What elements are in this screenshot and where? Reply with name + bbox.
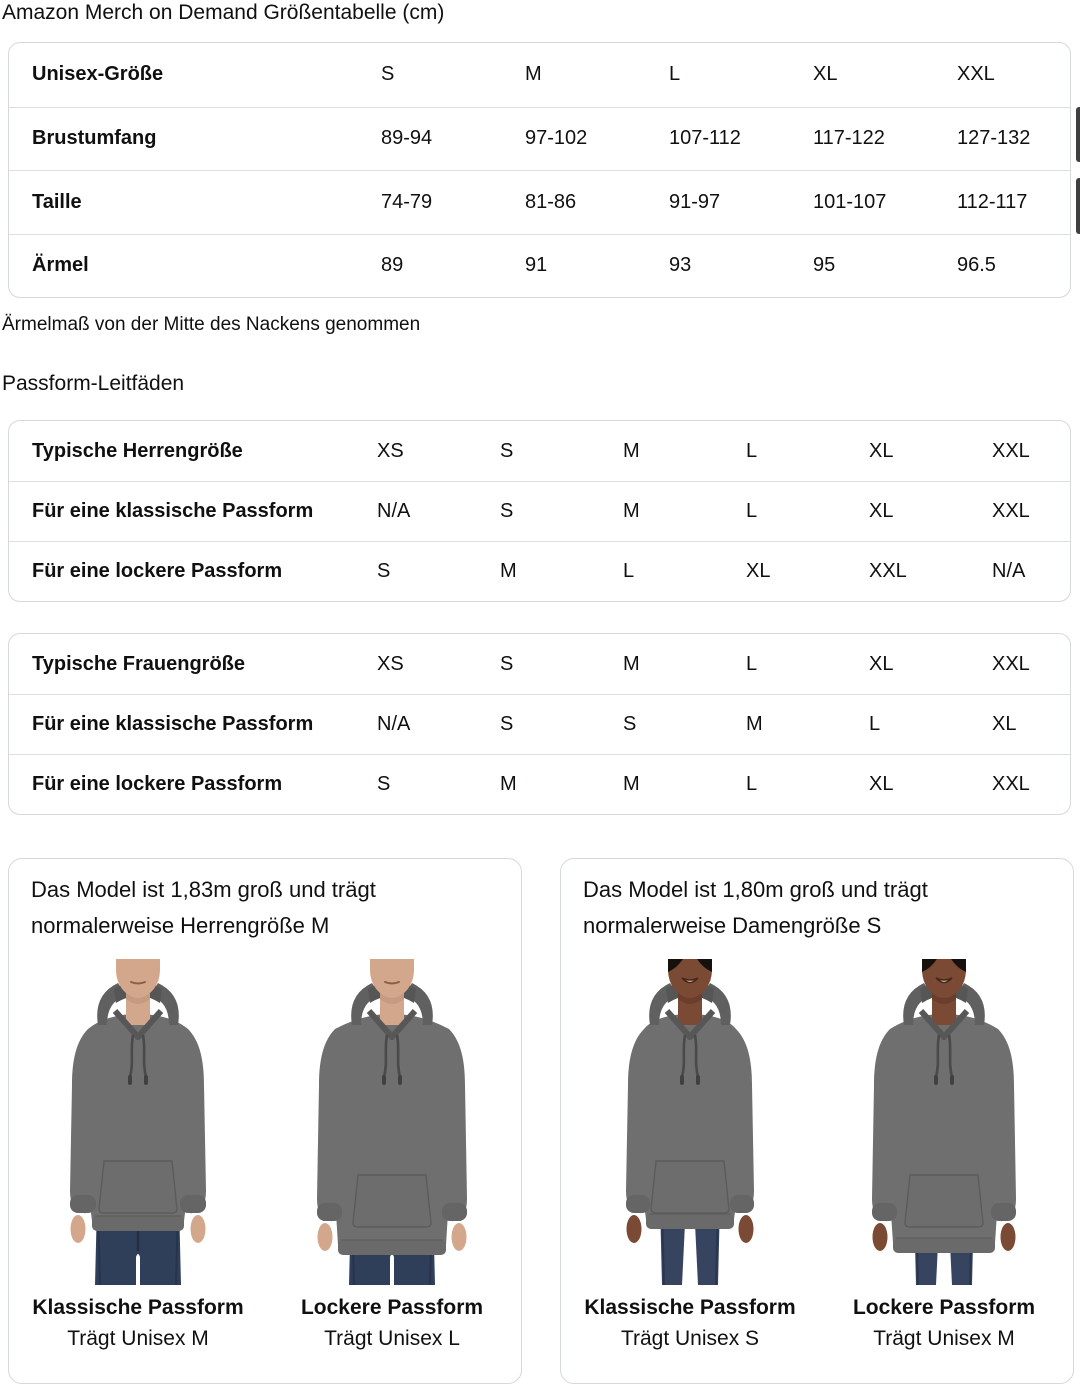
model-photo <box>289 959 495 1285</box>
size-cell: S <box>500 439 514 462</box>
model-description: Das Model ist 1,83m groß und trägt normalerweise Herrengröße M <box>31 877 376 938</box>
row-label: Typische Herrengröße <box>32 439 243 462</box>
size-cell: N/A <box>377 713 411 735</box>
unisex-size-table <box>8 42 1071 298</box>
size-cell: M <box>500 773 517 795</box>
model-figure <box>281 959 503 1351</box>
measurement-cell: 112-117 <box>957 190 1028 213</box>
fit-caption: Lockere Passform <box>300 1296 484 1319</box>
fit-caption: Klassische Passform <box>32 1296 244 1319</box>
size-cell: S <box>377 560 391 582</box>
sleeve-measure-note: Ärmelmaß von der Mitte des Nackens genommen <box>2 314 421 335</box>
size-caption: Trägt Unisex M <box>873 1327 1015 1350</box>
size-cell: M <box>623 439 640 462</box>
size-cell: XXL <box>992 773 1030 795</box>
size-cell: L <box>746 439 758 462</box>
row-label: Für eine lockere Passform <box>32 560 283 582</box>
size-cell: M <box>623 500 640 522</box>
measurement-cell: 93 <box>669 254 692 277</box>
row-label: Unisex-Größe <box>32 63 164 86</box>
table-row <box>9 754 1070 814</box>
size-cell: L <box>869 713 881 735</box>
size-cell: S <box>500 713 514 735</box>
model-photo <box>841 959 1047 1285</box>
size-cell: XXL <box>992 439 1030 462</box>
size-cell: XS <box>377 652 404 675</box>
size-cell: N/A <box>992 560 1026 582</box>
size-cell: S <box>500 500 514 522</box>
size-cell: M <box>500 560 517 582</box>
cropped-content-fragment <box>1076 178 1080 234</box>
size-cell: S <box>377 773 391 795</box>
measurement-cell: 117-122 <box>813 127 885 150</box>
table-row <box>9 107 1070 171</box>
model-figure <box>579 959 801 1351</box>
size-cell: XS <box>377 439 404 462</box>
size-cell: L <box>623 560 635 582</box>
measurement-cell: 95 <box>813 254 836 277</box>
size-cell: XL <box>869 652 894 675</box>
size-caption: Trägt Unisex M <box>67 1327 209 1350</box>
size-cell: XXL <box>992 500 1030 522</box>
size-cell: M <box>746 713 763 735</box>
measurement-cell: 74-79 <box>381 190 433 213</box>
size-cell: XL <box>869 439 894 462</box>
measurement-cell: 89-94 <box>381 127 433 150</box>
model-figure <box>27 959 249 1351</box>
measurement-cell: 91-97 <box>669 190 721 213</box>
row-label: Ärmel <box>32 254 89 277</box>
mens-fit-table <box>8 420 1071 602</box>
measurement-cell: 91 <box>525 254 548 277</box>
size-caption: Trägt Unisex S <box>620 1327 760 1350</box>
size-cell: L <box>746 500 758 522</box>
model-description: Das Model ist 1,80m groß und trägt normalerweise Damengröße S <box>583 877 928 938</box>
table-row <box>9 634 1070 694</box>
size-cell: XL <box>869 500 894 522</box>
size-col-header: XXL <box>957 63 995 86</box>
model-card-men <box>8 858 522 1384</box>
fit-guides-title: Passform-Leitfäden <box>2 372 185 395</box>
model-photo <box>35 959 241 1285</box>
size-cell: S <box>500 652 514 675</box>
measurement-cell: 96.5 <box>957 254 996 277</box>
fit-caption: Klassische Passform <box>584 1296 796 1319</box>
size-cell: M <box>623 773 640 795</box>
table-row <box>9 541 1070 601</box>
measurement-cell: 81-86 <box>525 190 577 213</box>
size-col-header: XL <box>813 63 838 86</box>
row-label: Für eine klassische Passform <box>32 713 314 735</box>
table-row <box>9 481 1070 541</box>
row-label: Brustumfang <box>32 127 157 150</box>
size-cell: XL <box>869 773 894 795</box>
size-cell: XL <box>992 713 1017 735</box>
size-col-header: M <box>525 63 542 86</box>
size-cell: L <box>746 652 758 675</box>
womens-fit-table <box>8 633 1071 815</box>
table-row <box>9 234 1070 298</box>
row-label: Taille <box>32 190 82 213</box>
size-cell: XL <box>746 560 771 582</box>
measurement-cell: 97-102 <box>525 127 588 150</box>
table-row <box>9 170 1070 234</box>
size-cell: XXL <box>992 652 1030 675</box>
measurement-cell: 107-112 <box>669 127 741 150</box>
size-cell: S <box>623 713 637 735</box>
model-card-women <box>560 858 1074 1384</box>
size-cell: N/A <box>377 500 411 522</box>
measurement-cell: 127-132 <box>957 127 1031 150</box>
table-row <box>9 694 1070 754</box>
fit-caption: Lockere Passform <box>852 1296 1036 1319</box>
table-row <box>9 421 1070 481</box>
measurement-cell: 101-107 <box>813 190 887 213</box>
row-label: Typische Frauengröße <box>32 652 246 675</box>
size-col-header: S <box>381 63 395 86</box>
model-figure <box>833 959 1055 1351</box>
size-cell: L <box>746 773 758 795</box>
measurement-cell: 89 <box>381 254 404 277</box>
size-cell: M <box>623 652 640 675</box>
cropped-content-fragment <box>1076 107 1080 162</box>
model-photo <box>587 959 793 1285</box>
row-label: Für eine klassische Passform <box>32 500 314 522</box>
size-caption: Trägt Unisex L <box>324 1327 460 1350</box>
size-cell: XXL <box>869 560 907 582</box>
page-title: Amazon Merch on Demand Größentabelle (cm) <box>2 1 445 24</box>
table-header-row <box>9 43 1070 107</box>
size-col-header: L <box>669 63 681 86</box>
row-label: Für eine lockere Passform <box>32 773 283 795</box>
